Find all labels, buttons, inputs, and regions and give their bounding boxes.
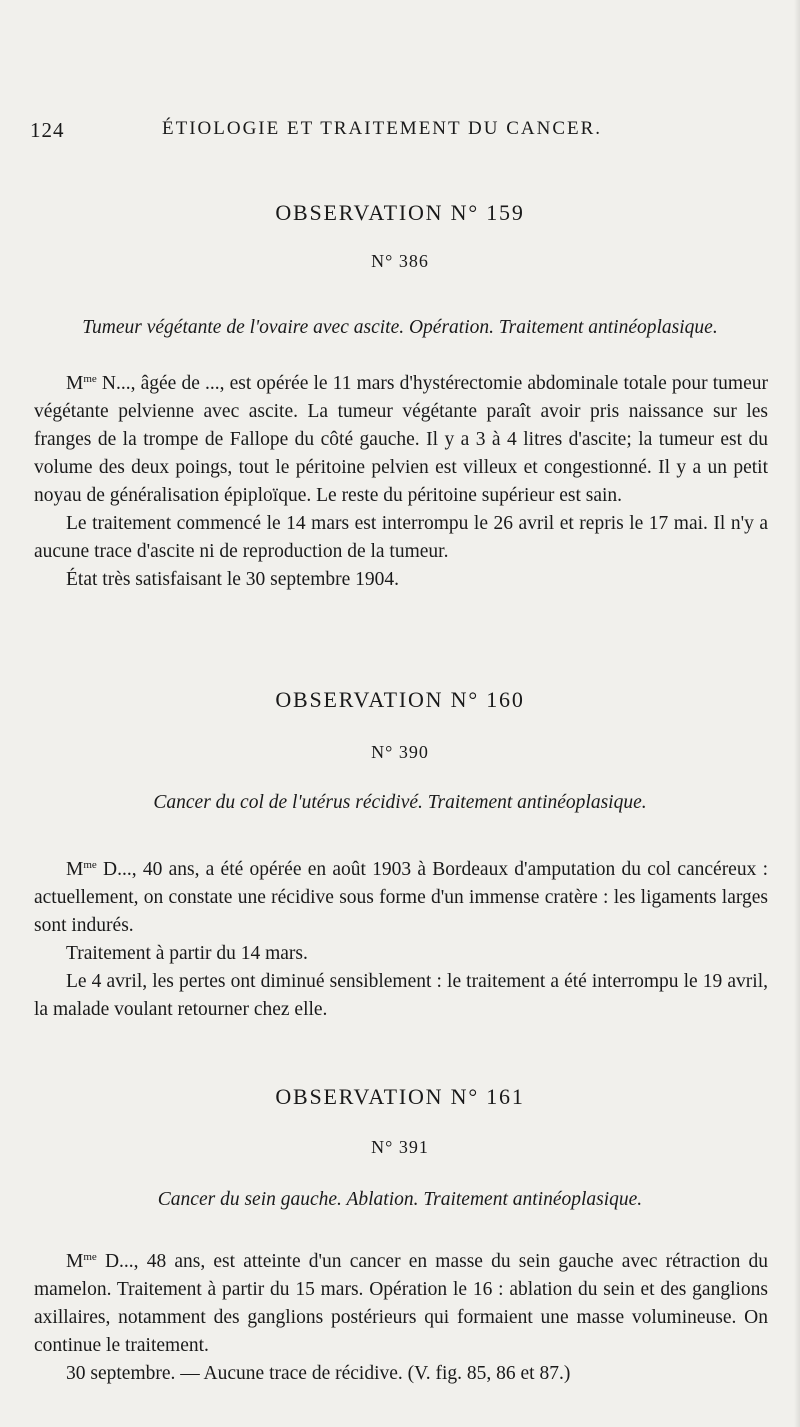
observation-159-body [34, 370, 768, 594]
paragraph-text: D..., 48 ans, est atteinte d'un cancer en masse du sein gauche avec rétraction du mamelon. Traitement à partir du 15 mars. Opération le 16 : ablation du sein et des ganglions axillaires, notamment des ganglions postérieurs qui formaient une masse volumineuse. On continue le traitement. [34, 1251, 768, 1356]
observation-title: OBSERVATION N° 161 [275, 1084, 525, 1109]
observation-title: OBSERVATION N° 160 [275, 687, 525, 712]
running-title: ÉTIOLOGIE ET TRAITEMENT DU CANCER. [162, 118, 603, 139]
salutation-superscript: me [83, 373, 97, 385]
page-edge-shadow [794, 0, 800, 1427]
body-paragraph: Le 4 avril, les pertes ont diminué sensiblement : le traitement a été interrompu le 19 avril, la malade voulant retourner chez elle. [34, 971, 768, 1020]
running-head [0, 118, 800, 142]
observation-161 [0, 1082, 800, 1214]
salutation: M [66, 1251, 84, 1272]
salutation-superscript: me [83, 859, 97, 871]
observation-number: N° 390 [371, 742, 429, 762]
salutation-superscript: me [83, 1251, 97, 1263]
paragraph-text: N..., âgée de ..., est opérée le 11 mars d'hystérectomie abdominale totale pour tumeur végétante pelvienne avec ascite. La tumeur végétante paraît avoir pris naissance sur les franges de la trompe de Fallope du côté gauche. Il y a 3 à 4 litres d'ascite; la tumeur est du volume des deux poings, tout le péritoine pelvien est villeux et congestionné. Il y a un petit noyau de généralisation épiploïque. Le reste du péritoine supérieur est sain. [34, 373, 768, 506]
observation-160 [0, 685, 800, 817]
body-paragraph: Le traitement commencé le 14 mars est interrompu le 26 avril et repris le 17 mai. Il n'y a aucune trace d'ascite ni de reproduction de la tumeur. [34, 513, 768, 562]
observation-159 [0, 198, 800, 342]
page-number: 124 [30, 118, 65, 142]
observation-heading: Tumeur végétante de l'ovaire avec ascite. Opération. Traitement antinéoplasique. [82, 317, 718, 338]
body-paragraph [34, 856, 768, 940]
body-paragraph: État très satisfaisant le 30 septembre 1904. [66, 569, 400, 590]
salutation: M [66, 859, 84, 880]
body-paragraph [34, 370, 768, 510]
body-paragraph: 30 septembre. — Aucune trace de récidive. (V. fig. 85, 86 et 87.) [66, 1363, 571, 1384]
body-paragraph [34, 1248, 768, 1360]
observation-heading: Cancer du col de l'utérus récidivé. Traitement antinéoplasique. [153, 792, 647, 813]
observation-161-body [34, 1248, 768, 1388]
body-paragraph: Traitement à partir du 14 mars. [66, 943, 308, 964]
observation-number: N° 386 [371, 251, 429, 271]
observation-heading: Cancer du sein gauche. Ablation. Traitement antinéoplasique. [157, 1189, 643, 1210]
paragraph-text: D..., 40 ans, a été opérée en août 1903 à Bordeaux d'amputation du col cancéreux : actuellement, on constate une récidive sous forme d'un immense cratère : les ligaments larges sont indurés. [34, 859, 768, 936]
salutation: M [66, 373, 84, 394]
observation-160-body [34, 856, 768, 1024]
observation-number: N° 391 [371, 1137, 429, 1157]
observation-title: OBSERVATION N° 159 [275, 200, 525, 225]
